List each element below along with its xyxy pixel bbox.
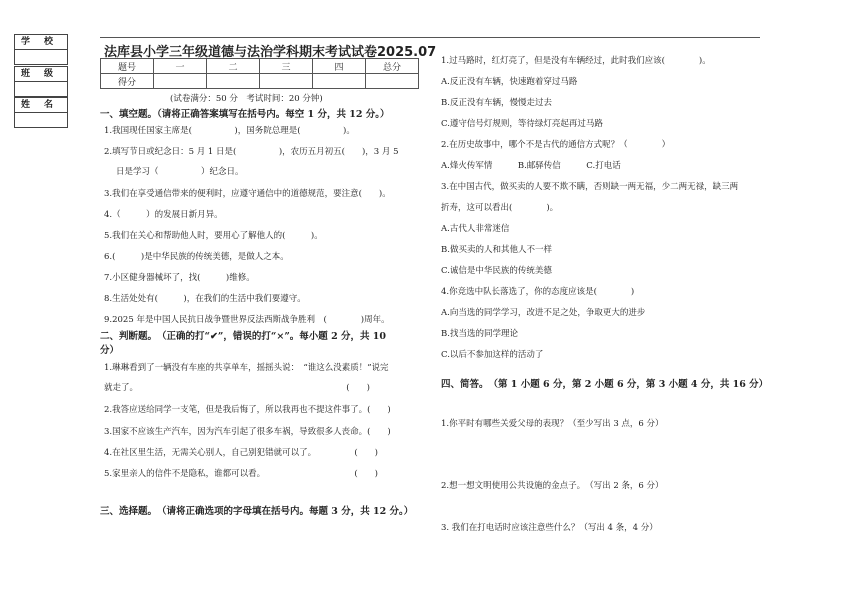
- choice-option: A.反正没有车辆，快速跑着穿过马路: [441, 77, 578, 87]
- fill-question: 8.生活处处有( )，在我们的生活中我们要遵守。: [104, 294, 306, 304]
- judge-question: 5.家里亲人的信件不是隐私，谁都可以看。 ( ): [104, 469, 378, 479]
- choice-option: A.古代人非常迷信: [441, 224, 510, 234]
- section1-heading: 一、填空题。（请将正确答案填写在括号内。每空 1 分，共 12 分。）: [100, 109, 390, 120]
- score-header-cell: 四: [313, 59, 366, 74]
- school-box: [14, 34, 68, 65]
- judge-question: 4.在社区里生活，无需关心别人，自己别犯错就可以了。 ( ): [104, 448, 378, 458]
- class-label: 班级: [21, 69, 68, 79]
- exam-note: (试卷满分：50 分 考试时间：20 分钟): [170, 94, 323, 104]
- score-header-cell: 三: [260, 59, 313, 74]
- class-box: [14, 66, 68, 97]
- choice-question: 1.过马路时，红灯亮了，但是没有车辆经过，此时我们应该( )。: [441, 56, 711, 66]
- section2-heading-cont: 分）: [100, 345, 120, 356]
- name-box: [14, 97, 68, 128]
- choice-question-cont: 折寿，这可以看出( )。: [441, 203, 559, 213]
- school-field[interactable]: [15, 49, 67, 64]
- choice-option: A.向当选的同学学习，改进不足之处，争取更大的进步: [441, 308, 646, 318]
- judge-question: 3.国家不应该生产汽车，因为汽车引起了很多车祸，导致很多人丧命。( ): [104, 427, 391, 437]
- fill-question: 9.2025 年是中国人民抗日战争暨世界反法西斯战争胜利 ( )周年。: [104, 315, 390, 325]
- section2-heading: 二、判断题。 （正确的打“✔”，错误的打“×”。每小题 2 分，共 10: [100, 331, 387, 342]
- choice-option: A.烽火传军情 B.邮驿传信 C.打电话: [441, 161, 621, 171]
- name-label: 姓名: [21, 100, 68, 110]
- section3-heading: 三、选择题。 （请将正确选项的字母填在括号内。每题 3 分，共 12 分。）: [100, 506, 414, 517]
- score-row: [101, 74, 419, 89]
- score-cell[interactable]: [366, 74, 419, 89]
- score-cell[interactable]: [154, 74, 207, 89]
- class-field[interactable]: [15, 81, 67, 96]
- choice-option: C.以后不参加这样的活动了: [441, 350, 544, 360]
- score-cell[interactable]: [207, 74, 260, 89]
- exam-title: 法库县小学三年级道德与法治学科期末考试试卷2025.07: [104, 45, 437, 60]
- choice-option: B.反正没有车辆，慢慢走过去: [441, 98, 552, 108]
- score-cell[interactable]: [260, 74, 313, 89]
- judge-question: 1.琳琳看到了一辆没有车座的共享单车，摇摇头说： “谁这么没素质！”说完: [104, 363, 389, 373]
- choice-option: C.诚信是中华民族的传统美德: [441, 266, 552, 276]
- short-answer-question: 1.你平时有哪些关爱父母的表现？（至少写出 3 点，6 分）: [441, 419, 664, 429]
- score-header-row: [101, 59, 419, 74]
- section4-heading: 四、简答。 （第 1 小题 6 分，第 2 小题 6 分，第 3 小题 4 分，共 16 分）: [441, 379, 769, 390]
- score-row-label: 得分: [101, 74, 154, 89]
- score-table: [100, 58, 419, 89]
- fill-question: 2.填写节日或纪念日：5 月 1 日是( )，农历五月初五( )，3 月 5: [104, 147, 399, 157]
- fill-question: 日是学习（ ）纪念日。: [116, 167, 244, 177]
- score-header-cell: 二: [207, 59, 260, 74]
- fill-question: 1.我国现任国家主席是( )，国务院总理是( )。: [104, 126, 355, 136]
- judge-question: 就走了。 ( ): [104, 383, 370, 393]
- top-rule: [100, 37, 760, 38]
- fill-question: 5.我们在关心和帮助他人时，要用心了解他人的( )。: [104, 231, 323, 241]
- choice-question: 2.在历史故事中，哪个不是古代的通信方式呢？（ ）: [441, 140, 671, 150]
- fill-question: 4.（ ）的发展日新月异。: [104, 210, 223, 220]
- score-header-cell: 题号: [101, 59, 154, 74]
- choice-option: C.遵守信号灯规则，等待绿灯亮起再过马路: [441, 119, 603, 129]
- short-answer-question: 2.想一想文明使用公共设施的金点子。 （写出 2 条，6 分）: [441, 481, 664, 491]
- choice-option: B.找当选的同学理论: [441, 329, 518, 339]
- judge-question: 2.我答应送给同学一支笔，但是我后悔了，所以我再也不提这件事了。( ): [104, 405, 391, 415]
- short-answer-question: 3. 我们在打电话时应该注意些什么？（写出 4 条，4 分）: [441, 523, 658, 533]
- score-cell[interactable]: [313, 74, 366, 89]
- school-label: 学校: [21, 37, 68, 47]
- score-header-cell: 一: [154, 59, 207, 74]
- score-header-cell: 总分: [366, 59, 419, 74]
- choice-question: 3.在中国古代，做买卖的人要不欺不瞒，否则缺一两无福，少二两无禄，缺三两: [441, 182, 739, 192]
- fill-question: 6.( )是中华民族的传统美德，是做人之本。: [104, 252, 289, 262]
- choice-option: B.做买卖的人和其他人不一样: [441, 245, 552, 255]
- name-field[interactable]: [15, 112, 67, 127]
- choice-question: 4.你竞选中队长落选了，你的态度应该是( ): [441, 287, 635, 297]
- fill-question: 7.小区健身器械坏了，找( )维修。: [104, 273, 255, 283]
- fill-question: 3.我们在享受通信带来的便利时，应遵守通信中的道德规范，要注意( )。: [104, 189, 391, 199]
